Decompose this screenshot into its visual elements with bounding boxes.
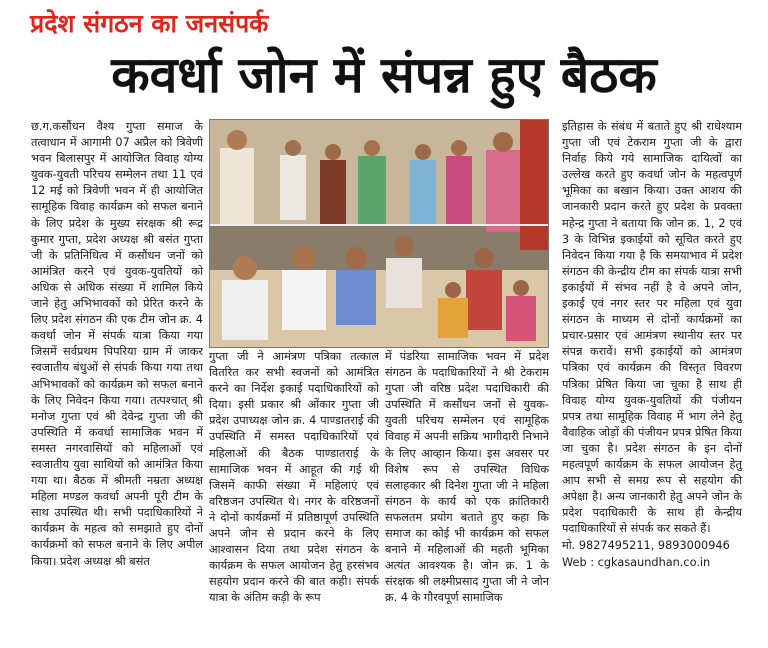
meeting-photo [209,119,549,348]
contact-web: Web : cgkasaundhan.co.in [562,556,711,570]
contact-phone: मो. 9827495211, 9893000946 [562,539,730,553]
column-4-text: इतिहास के संबंध में बताते हुए श्री राधेश्याम गुप्ता जी एवं टेकराम गुप्ता जी के द्वारा निर्वाह किये गये सामाजिक दायित्वों का उल्लेख करते हुए कवर्धा जोन के महत्वपूर्ण भूमिका का बखान किया। उक्त आशय की जानकारी प्रदान करते हुए प्रदेश के प्रवक्ता महेन्द्र गुप्ता ने बताया कि जोन क्र. 1, 2 एवं 3 के विभिन्न इकाईयों को सूचित करते हुए निवेदन किया गया है कि समयाभाव में प्रदेश संगठन की केन्द्रीय टीम का संपर्क यात्रा सभी इकाईयों में संभव नहीं है वे अपने जोन, इकाई एवं नगर स्तर पर महिला एवं युवा संगठन के माध्यम से दोनों कार्यक्रमों का प्रचार-प्रसार एवं आमंत्रण स्थानीय स्तर पर संपन्न करावें। सभी इकाईयों को आमंत्रण पत्रिका एवं कार्यक्रम की विस्तृत विवरण पत्रिका प्रेषित किया जा चुका है साथ ही विवाह योग्य युवक-युवतियों की पंजीयन प्रपत्र तथा सामूहिक विवाह में भाग लेने हेतु वैवाहिक जोड़ों की पंजीयन प्रपत्र प्रेषित किया जा चुका है। प्रदेश संगठन के इन दोनों महत्वपूर्ण कार्यक्रम के सफल आयोजन हेतु आप सभी से समग्र रूप से सहयोग की अपेक्षा है। अन्य जानकारी हेतु अपने जोन के प्रदेश पदाधिकारी के साथ ही केन्द्रीय पदाधिकारियों से संपर्क कर सकते हैं। [562,120,742,536]
column-3-text: में पंडरिया सामाजिक भवन में प्रदेश संगठन के पदाधिकारियों ने श्री टेकराम गुप्ता जी वरिष्ठ प्रदेश पदाधिकारी की उपस्थिति में कसौंधन जनों से युवक-युवती परिचय सम्मेलन एवं सामूहिक विवाह में अपनी सक्रिय भागीदारी निभाने के लिए आव्हान किया। इस अवसर पर विशेष रूप से उपस्थित विधिक सलाहकार श्री दिनेश गुप्ता जी ने महिला संगठन के कार्य को एक क्रांतिकारी सफलतम प्रयोग बताते हुए कहा कि समाज का कोई भी कार्यक्रम को सफल बनाने में महिलाओं की महती भूमिका अत्यंत आवश्यक है। जोन क्र. 1 के संरक्षक श्री लक्ष्मीप्रसाद गुप्ता जी ने जोन क्र. 4 के गौरवपूर्ण सामाजिक [385,350,549,605]
column-1-text: छ.ग.कसौंधन वैश्य गुप्ता समाज के तत्वाधान में आगामी 07 अप्रैल को त्रिवेणी भवन बिलासपुर में आयोजित विवाह योग्य युवक-युवती परिचय सम्मेलन तथा 11 एवं 12 मई को त्रिवेणी भवन में ही आयोजित सामूहिक विवाह कार्यक्रम को सफल बनाने के लिए प्रदेश के मुख्य संरक्षक श्री रूद्र कुमार गुप्ता, प्रदेश अध्यक्ष श्री बसंत गुप्ता जी के प्रतिनिधित्व में कसौंधन जनों को आमंत्रित करने एवं युवक-युवतियों को अधिक से अधिक संख्या में शामिल किये जाने हेतु अभिभावकों को प्रेरित करने के लिए प्रदेश संगठन की एक टीम जोन क्र. 4 कवर्धा जोन में संपर्क यात्रा किया गया जिसमें सर्वप्रथम पिपरिया ग्राम में जाकर स्वजातीय बंधुओं से संपर्क किया गया तथा अभिभावकों को कार्यक्रम को सफल बनाने के लिए निवेदन किया गया। तत्पश्चात् श्री मनोज गुप्ता एवं श्री देवेन्द्र गुप्ता जी की उपस्थिति में कवर्धा सामाजिक भवन में समस्त नगरवासियों को महिलाओं एवं स्वजातीय युवा साथियों को आमंत्रित किया गया था। बैठक में श्रीमती नम्रता अध्यक्ष महिला मण्डल कवर्धा अपनी पूरी टीम के साथ उपस्थित थी। सभी पदाधिकारियों ने कार्यक्रम के महत्व को समझाते हुए दोनों कार्यक्रमों को सफल बनाने के लिए अपील किया। प्रदेश अध्यक्ष श्री बसंत [31,120,203,568]
article-column-3 [385,349,549,624]
article-column-4 [562,119,742,624]
article-column-1 [31,119,203,624]
column-2-text: गुप्ता जी ने आमंत्रण पत्रिका तत्काल वितरित कर सभी स्वजनों को आमंत्रित करने का निर्देश इकाई पदाधिकारियों को दिया। इसी प्रकार श्री ओंकार गुप्ता जी प्रदेश उपाध्यक्ष जोन क्र. 4 पाण्डातराई की उपस्थिति में समस्त पदाधिकारियों एवं महिलाओं की बैठक पाण्डातराई के सामाजिक भवन में आहूत की गई थी जिसमें काफी संख्या में महिलाएं एवं वरिष्ठजन उपस्थित थे। नगर के वरिष्ठजनों ने दोनों कार्यक्रमों में प्रतिष्ठापूर्ण उपस्थिति अपने जोन से प्रदान करने के लिए आश्वासन दिया तथा प्रदेश संगठन के कार्यक्रम के सफल आयोजन हेतु हरसंभव सहयोग प्रदान करने की बात कही। संपर्क यात्रा के अंतिम कड़ी के रूप [209,350,379,605]
section-kicker: प्रदेश संगठन का जनसंपर्क [30,9,269,38]
meeting-photo-image [210,120,548,347]
article-column-2 [209,349,379,624]
headline: कवर्धा जोन में संपन्न हुए बैठक [111,46,657,104]
